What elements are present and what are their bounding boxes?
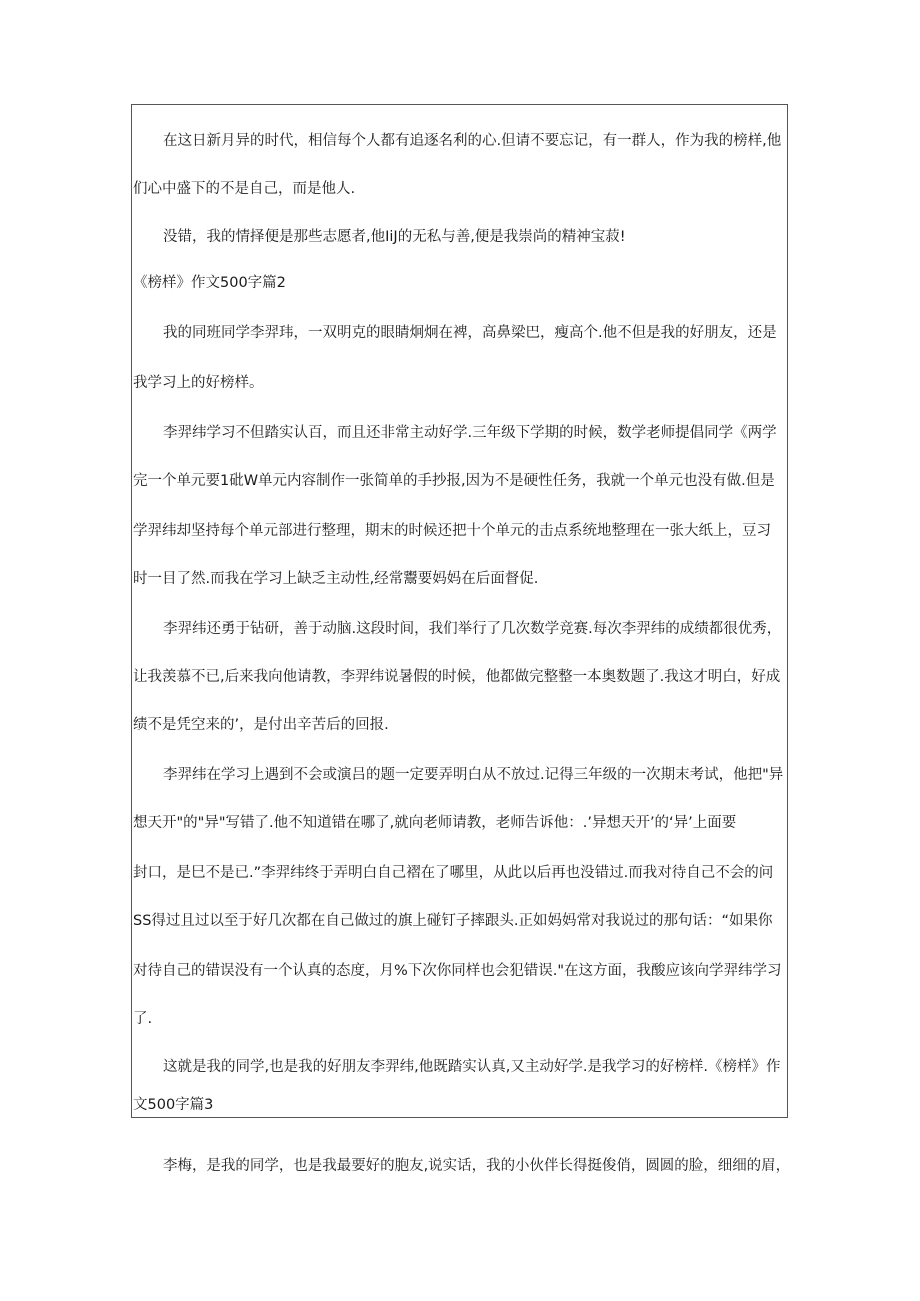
text-line: 时一目了然.而我在学习上缺乏主动性,经常鬻要妈妈在后面督促. <box>133 571 539 587</box>
text-line: 对待自己的错误没有一个认真的态度，月%下次你同样也会犯错误."在这方面，我酸应该向学羿纬学习 <box>133 963 782 979</box>
text-line: 封口，是巳不是已.”李羿纬终于弄明白自己褶在了哪里，从此以后再也没错过.而我对待自己不会的问 <box>133 865 774 881</box>
text-line: 李羿纬学习不但踏实认百，而且还非常主动好学.三年级下学期的时候，数学老师提倡同学《两学 <box>163 425 777 441</box>
text-line: 没错，我的情择便是那些志愿者,他IiJ的无私与善,便是我崇尚的精神宝菽! <box>163 229 626 245</box>
article-frame <box>131 104 788 1118</box>
text-line: 李羿纬在学习上遇到不会或演吕的题一定要弄明白从不放过.记得三年级的一次期末考试，他把"异 <box>163 767 784 783</box>
section-heading: 《榜样》作文500字篇2 <box>133 275 286 291</box>
text-line: 我学习上的好榜样。 <box>133 375 264 391</box>
text-line: 这就是我的同学,也是我的好朋友李羿纬,他既踏实认真,又主动好学.是我学习的好榜样.《榜样》作 <box>163 1059 781 1075</box>
section-heading: 文500字篇3 <box>133 1097 214 1113</box>
text-line: 我的同班同学李羿玮，一双明克的眼睛炯炯在裨，高鼻梁巴，瘦高个.他不但是我的好朋友，还是 <box>163 325 777 341</box>
text-line: SS得过且过以至于好几次都在自己做过的旗上碰钉子摔跟头.正如妈妈常对我说过的那句话：“如果你 <box>133 913 773 929</box>
text-line: 完一个单元要1砒W单元内容制作一张简单的手抄报,因为不是硬性任务，我就一个单元也没有做.但是 <box>133 473 775 489</box>
text-line: 绩不是凭空来的’，是付出辛苦后的回报. <box>133 717 389 733</box>
text-line: 学羿纬却坚持每个单元部进行整理，期末的时候还把十个单元的击点系统地整理在一张大纸上，豆习 <box>133 523 771 539</box>
text-line: 李羿纬还勇于钻研，善于动脑.这段时间，我们举行了几次数学竞赛.每次李羿纬的成绩都很优秀， <box>163 621 782 637</box>
text-line: 们心中盛下的不是自己，而是他人. <box>133 181 356 197</box>
text-line: 在这日新月异的时代，相信每个人都有追逐名利的心.但请不要忘记，有一群人，作为我的榜样,他 <box>163 133 782 149</box>
text-line: 李梅，是我的同学，也是我最要好的胞友,说实话，我的小伙伴长得挺俊俏，圆圆的脸，细细的眉， <box>163 1158 791 1174</box>
text-line: 想天开"的"异"写错了.他不知道错在哪了,就向老师请教，老师告诉他：.’异想天开’的‘异’上面要 <box>133 815 737 831</box>
text-line: 了. <box>133 1011 153 1027</box>
text-line: 让我羡慕不已,后来我向他请教，李羿纬说暑假的时候，他都做完整整一本奥数题了.我这才明白，好成 <box>133 669 781 685</box>
